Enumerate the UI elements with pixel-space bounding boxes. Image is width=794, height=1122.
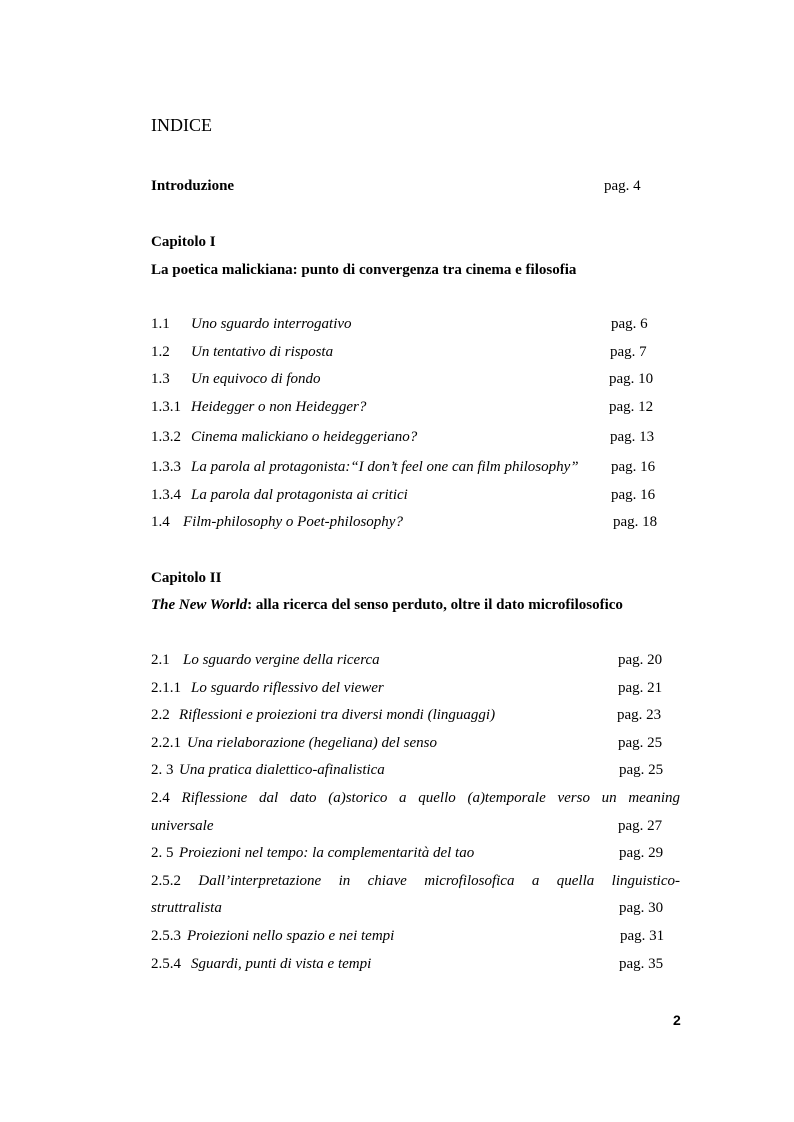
- entry-label: Heidegger o non Heidegger?: [191, 399, 367, 415]
- entry-page: pag. 13: [610, 429, 655, 445]
- entry-page: pag. 23: [617, 707, 662, 723]
- entry-page: pag. 6: [611, 316, 648, 332]
- toc-entry-wrapped[interactable]: [151, 873, 680, 890]
- entry-page: pag. 29: [619, 845, 664, 861]
- chapter2-subtitle: [151, 597, 623, 614]
- entry-number: 2.1: [151, 652, 170, 668]
- entry-label-cont: struttralista: [151, 900, 222, 916]
- entry-label: Un equivoco di fondo: [191, 371, 321, 387]
- entry-number: 2.1.1: [151, 680, 181, 696]
- entry-page: pag. 25: [618, 735, 663, 751]
- entry-label: Cinema malickiano o heideggeriano?: [191, 429, 418, 445]
- entry-page: pag. 30: [619, 900, 664, 916]
- entry-number: 1.2: [151, 344, 170, 360]
- entry-label: Proiezioni nello spazio e nei tempi: [187, 928, 395, 944]
- entry-label: Un tentativo di risposta: [191, 344, 334, 360]
- entry-label: Una rielaborazione (hegeliana) del senso: [187, 735, 437, 751]
- entry-page: pag. 31: [620, 928, 665, 944]
- chapter2-subtitle-italic: The New World: [151, 597, 248, 613]
- entry-number: 2.2: [151, 707, 170, 723]
- entry-number: 1.3.3: [151, 459, 181, 475]
- entry-page: pag. 27: [618, 818, 663, 834]
- entry-number: 1.3: [151, 371, 170, 387]
- chapter2-heading: Capitolo II: [151, 570, 222, 586]
- entry-label: Dall’interpretazione in chiave microfilosofica a quella linguistico-: [198, 873, 680, 889]
- entry-number: 1.1: [151, 316, 170, 332]
- intro-page: pag. 4: [604, 178, 641, 194]
- entry-label: La parola al protagonista:“I don’t feel one can film philosophy”: [191, 459, 579, 475]
- intro-label[interactable]: Introduzione: [151, 178, 235, 194]
- entry-label: Riflessioni e proiezioni tra diversi mondi (linguaggi): [179, 707, 496, 723]
- entry-number: 2. 5: [151, 845, 174, 861]
- page-title: INDICE: [151, 115, 212, 135]
- chapter2-subtitle-rest: : alla ricerca del senso perduto, oltre il dato microfilosofico: [247, 597, 623, 613]
- chapter1-subtitle: La poetica malickiana: punto di convergenza tra cinema e filosofia: [151, 262, 577, 278]
- entry-label: Film-philosophy o Poet-philosophy?: [183, 514, 403, 530]
- entry-label: Sguardi, punti di vista e tempi: [191, 956, 372, 972]
- entry-number: 1.3.4: [151, 487, 181, 503]
- entry-page: pag. 10: [609, 371, 654, 387]
- entry-label: Riflessione dal dato (a)storico a quello (a)temporale verso un meaning: [181, 790, 680, 806]
- entry-number: 2. 3: [151, 762, 174, 778]
- page-number: 2: [673, 1012, 681, 1028]
- toc-entry-wrapped[interactable]: [151, 790, 680, 807]
- entry-number: 1.3.1: [151, 399, 181, 415]
- entry-page: pag. 16: [611, 459, 656, 475]
- entry-page: pag. 16: [611, 487, 656, 503]
- entry-page: pag. 12: [609, 399, 654, 415]
- entry-label: Proiezioni nel tempo: la complementarità del tao: [179, 845, 475, 861]
- entry-label: Lo sguardo riflessivo del viewer: [191, 680, 384, 696]
- entry-label: Una pratica dialettico-afinalistica: [179, 762, 385, 778]
- entry-label-cont: universale: [151, 818, 214, 834]
- entry-page: pag. 35: [619, 956, 664, 972]
- entry-page: pag. 7: [610, 344, 647, 360]
- entry-number: 1.4: [151, 514, 170, 530]
- entry-number: 2.2.1: [151, 735, 181, 751]
- entry-number: 2.5.3: [151, 928, 181, 944]
- entry-number: 2.5.2: [151, 873, 181, 889]
- entry-page: pag. 25: [619, 762, 664, 778]
- entry-page: pag. 21: [618, 680, 663, 696]
- entry-label: La parola dal protagonista ai critici: [191, 487, 408, 503]
- entry-number: 2.5.4: [151, 956, 181, 972]
- entry-page: pag. 18: [613, 514, 658, 530]
- entry-label: Uno sguardo interrogativo: [191, 316, 352, 332]
- chapter1-heading: Capitolo I: [151, 234, 216, 250]
- entry-page: pag. 20: [618, 652, 663, 668]
- entry-number: 2.4: [151, 790, 170, 806]
- entry-label: Lo sguardo vergine della ricerca: [183, 652, 380, 668]
- entry-number: 1.3.2: [151, 429, 181, 445]
